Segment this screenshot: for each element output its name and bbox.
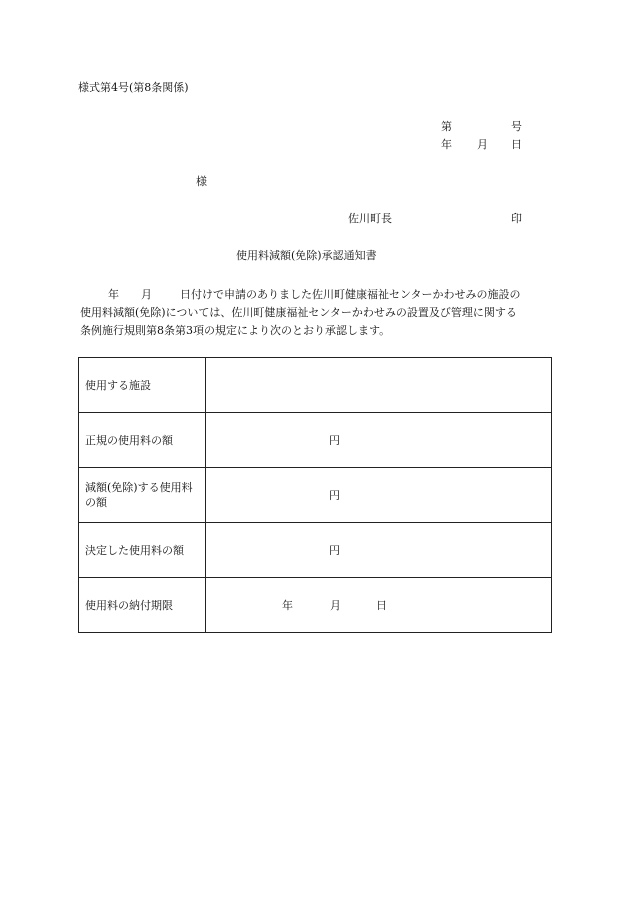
table-row [79, 523, 552, 578]
payment-deadline-value-cell [206, 578, 552, 633]
facility-label: 使用する施設 [79, 358, 206, 413]
decided-fee-label: 決定した使用料の額 [79, 523, 206, 578]
deadline-month: 月 [330, 599, 341, 612]
document-title: 使用料減額(免除)承認通知書 [236, 249, 377, 262]
seal-mark: 印 [511, 212, 522, 225]
regular-fee-label: 正規の使用料の額 [79, 413, 206, 468]
yen-unit: 円 [329, 544, 340, 557]
application-month: 月 [141, 288, 152, 301]
table-row [79, 413, 552, 468]
issue-date-month: 月 [477, 138, 488, 151]
issue-date-day: 日 [511, 138, 522, 151]
reduced-fee-value-cell [206, 468, 552, 523]
table-row [79, 468, 552, 523]
approval-details-table [78, 357, 552, 633]
table-row [79, 358, 552, 413]
yen-unit: 円 [329, 489, 340, 502]
form-number: 様式第4号(第8条関係) [78, 81, 189, 94]
yen-unit: 円 [329, 434, 340, 447]
application-year: 年 [108, 288, 119, 301]
deadline-year: 年 [282, 599, 293, 612]
body-line-1-text: 日付けで申請のありました佐川町健康福祉センターかわせみの施設の [180, 288, 521, 301]
body-paragraph-line-2: 使用料減額(免除)については、佐川町健康福祉センターかわせみの設置及び管理に関する [80, 306, 517, 319]
payment-deadline-label: 使用料の納付期限 [79, 578, 206, 633]
regular-fee-value-cell [206, 413, 552, 468]
document-number-label: 第 [441, 120, 452, 133]
table-row [79, 578, 552, 633]
document-number-suffix: 号 [511, 120, 522, 133]
facility-value-cell [206, 358, 552, 413]
issuer-title: 佐川町長 [348, 212, 392, 225]
body-paragraph-line-3: 条例施行規則第8条第3項の規定により次のとおり承認します。 [80, 324, 391, 337]
issue-date-year: 年 [441, 138, 452, 151]
body-paragraph-line-1 [80, 286, 560, 303]
reduced-fee-label: 減額(免除)する使用料の額 [79, 468, 206, 523]
addressee-honorific: 様 [196, 175, 207, 188]
decided-fee-value-cell [206, 523, 552, 578]
deadline-day: 日 [376, 599, 387, 612]
